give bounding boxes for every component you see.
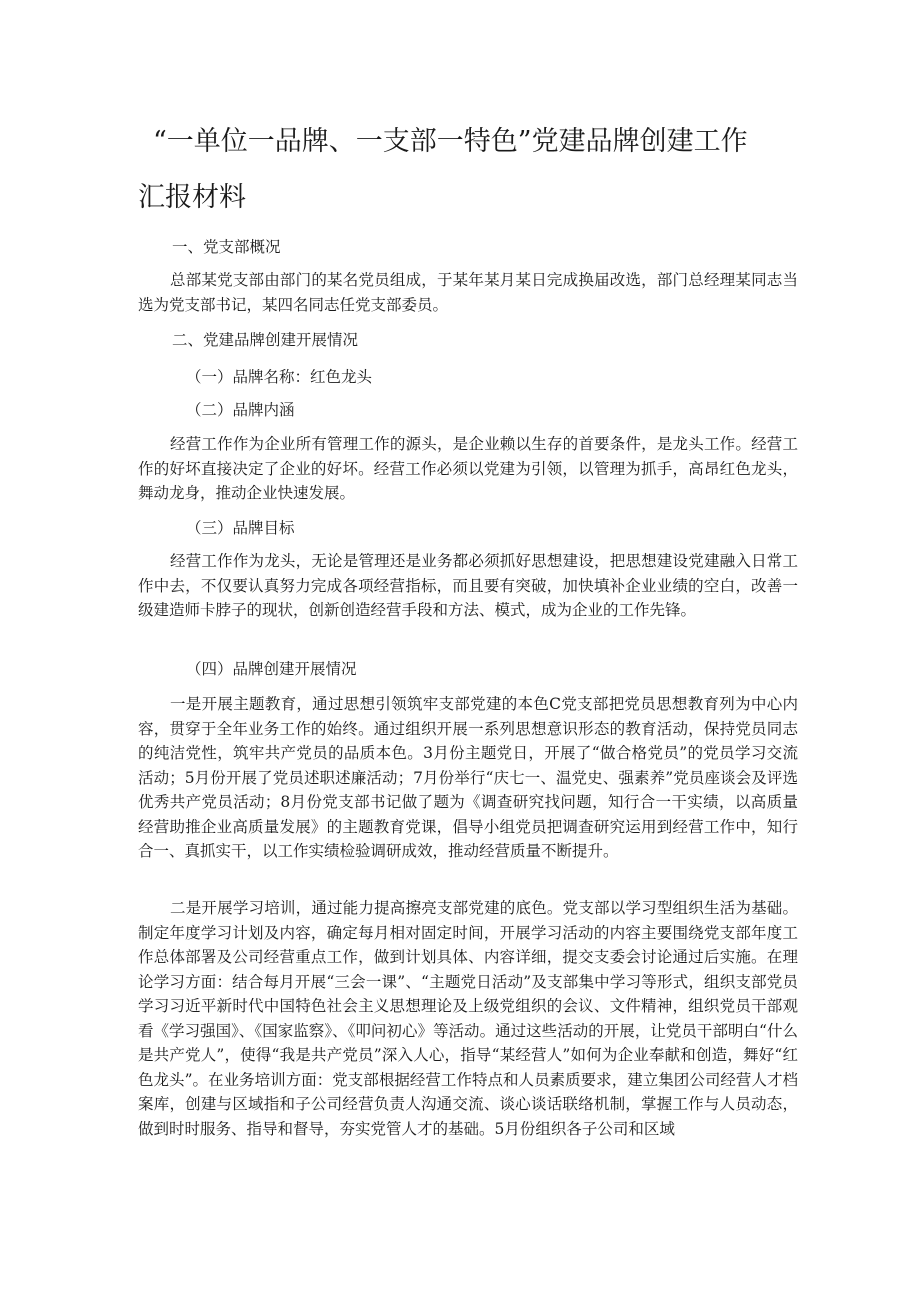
document-title-line1: “一单位一品牌、一支部一特色”党建品牌创建工作 bbox=[153, 126, 748, 157]
paragraph-overview: 总部某党支部由部门的某名党员组成，于某年某月某日完成换届改选，部门总经理某同志当选为党支部书记，某四名同志任党支部委员。 bbox=[138, 271, 798, 314]
document-title-line2: 汇报材料 bbox=[138, 182, 246, 213]
section-heading-overview: 一、党支部概况 bbox=[172, 238, 281, 256]
subheading-brand-goal: （三）品牌目标 bbox=[186, 519, 295, 537]
paragraph-theme-education: 一是开展主题教育，通过思想引领筑牢支部党建的本色C党支部把党员思想教育列为中心内容，贯穿于全年业务工作的始终。通过组织开展一系列思想意识形态的教育活动，保持党员同志的纯洁党性，筑牢共产党员的品质本色。3月份主题党日，开展了“做合格党员”的党员学习交流活动；5月份开展了党员述职述廉活动；7月份举行“庆七一、温党史、强素养”党员座谈会及评选优秀共产党员活动；8月份党支部书记做了题为《调查研究找问题，知行合一干实绩，以高质量经营助推企业高质量发展》的主题教育党课，倡导小组党员把调查研究运用到经营工作中，知行合一、真抓实干，以工作实绩检验调研成效，推动经营质量不断提升。 bbox=[138, 695, 798, 860]
paragraph-study-training: 二是开展学习培训，通过能力提高擦亮支部党建的底色。党支部以学习型组织生活为基础。制定年度学习计划及内容，确定每月相对固定时间，开展学习活动的内容主要围绕党支部年度工作总体部署及公司经营重点工作，做到计划具体、内容详细，提交支委会讨论通过后实施。在理论学习方面：结合每月开展“三会一课”、“主题党日活动”及支部集中学习等形式，组织支部党员学习习近平新时代中国特色社会主义思想理论及上级党组织的会议、文件精神，组织党员干部观看《学习强国》、《国家监察》、《叩问初心》等活动。通过这些活动的开展，让党员干部明白“什么是共产党人”，使得“我是共产党员”深入人心，指导“某经营人”如何为企业奉献和创造，舞好“红色龙头”。在业务培训方面：党支部根据经营工作特点和人员素质要求，建立集团公司经营人才档案库，创建与区域指和子公司经营负责人沟通交流、谈心谈话联络机制，掌握工作与人员动态，做到时时服务、指导和督导，夯实党管人才的基础。5月份组织各子公司和区域 bbox=[138, 899, 798, 1138]
subheading-brand-meaning: （二）品牌内涵 bbox=[186, 401, 295, 419]
paragraph-brand-meaning: 经营工作作为企业所有管理工作的源头，是企业赖以生存的首要条件，是龙头工作。经营工作的好坏直接决定了企业的好坏。经营工作必须以党建为引领，以管理为抓手，高昂红色龙头，舞动龙身，推动企业快速发展。 bbox=[138, 435, 798, 502]
subheading-brand-name: （一）品牌名称：红色龙头 bbox=[186, 368, 373, 386]
paragraph-brand-goal: 经营工作作为龙头，无论是管理还是业务都必须抓好思想建设，把思想建设党建融入日常工作中去，不仅要认真努力完成各项经营指标，而且要有突破，加快填补企业业绩的空白，改善一级建造师卡脖子的现状，创新创造经营手段和方法、模式，成为企业的工作先锋。 bbox=[138, 552, 798, 619]
subheading-brand-activities: （四）品牌创建开展情况 bbox=[186, 660, 357, 678]
section-heading-brand-creation: 二、党建品牌创建开展情况 bbox=[172, 331, 359, 349]
